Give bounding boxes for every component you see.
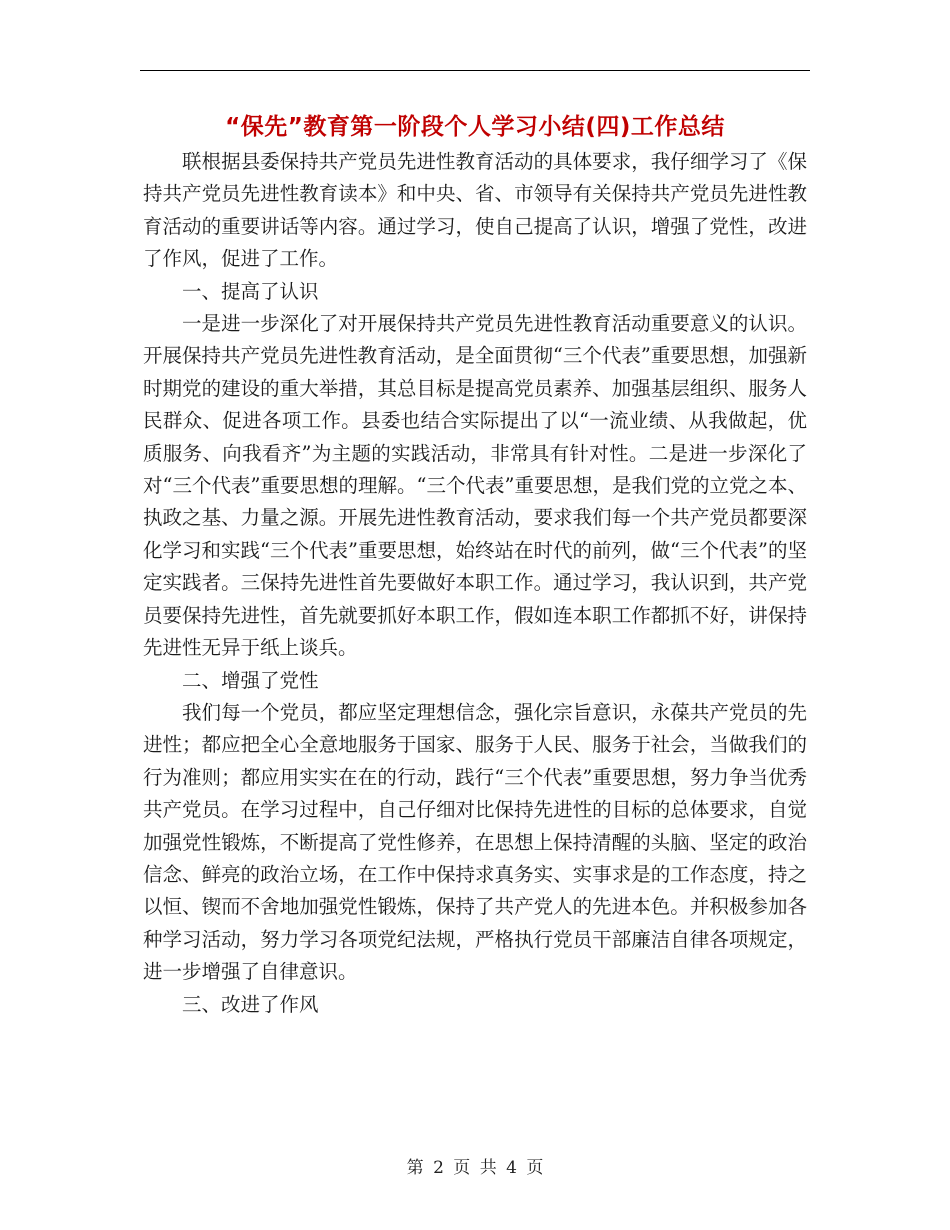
section-heading-3: 三、改进了作风 bbox=[182, 992, 319, 1016]
section-1-paragraph: 一是进一步深化了对开展保持共产党员先进性教育活动重要意义的认识。开展保持共产党员先进性教育活动，是全面贯彻“三个代表”重要思想，加强新时期党的建设的重大举措，其总目标是提高党员素养、加强基层组织、服务人民群众、促进各项工作。县委也结合实际提出了以“一流业绩、从我做起，优质服务、向我看齐”为主题的实践活动，非常具有针对性。二是进一步深化了对“三个代表”重要思想的理解。“三个代表”重要思想，是我们党的立党之本、执政之基、力量之源。开展先进性教育活动，要求我们每一个共产党员都要深化学习和实践“三个代表”重要思想，始终站在时代的前列，做“三个代表”的坚定实践者。三保持先进性首先要做好本职工作。通过学习，我认识到，共产党员要保持先进性，首先就要抓好本职工作，假如连本职工作都抓不好，讲保持先进性无异于纸上谈兵。 bbox=[143, 312, 807, 660]
header-rule bbox=[140, 70, 810, 71]
document-title: “保先”教育第一阶段个人学习小结(四)工作总结 bbox=[225, 114, 725, 140]
section-heading-2: 二、增强了党性 bbox=[182, 668, 319, 692]
page-number: 第 2 页 共 4 页 bbox=[406, 1158, 544, 1178]
intro-paragraph: 联根据县委保持共产党员先进性教育活动的具体要求，我仔细学习了《保持共产党员先进性教育读本》和中央、省、市领导有关保持共产党员先进性教育活动的重要讲话等内容。通过学习，使自己提高了认识，增强了党性，改进了作风，促进了工作。 bbox=[143, 150, 807, 271]
document-body bbox=[143, 146, 807, 1021]
section-heading-1: 一、提高了认识 bbox=[182, 279, 319, 303]
section-2-paragraph: 我们每一个党员，都应坚定理想信念，强化宗旨意识，永葆共产党员的先进性；都应把全心全意地服务于国家、服务于人民、服务于社会，当做我们的行为准则；都应用实实在在的行动，践行“三个代表”重要思想，努力争当优秀共产党员。在学习过程中，自己仔细对比保持先进性的目标的总体要求，自觉加强党性锻炼，不断提高了党性修养，在思想上保持清醒的头脑、坚定的政治信念、鲜亮的政治立场，在工作中保持求真务实、实事求是的工作态度，持之以恒、锲而不舍地加强党性锻炼，保持了共产党人的先进本色。并积极参加各种学习活动，努力学习各项党纪法规，严格执行党员干部廉洁自律各项规定，进一步增强了自律意识。 bbox=[143, 700, 807, 984]
